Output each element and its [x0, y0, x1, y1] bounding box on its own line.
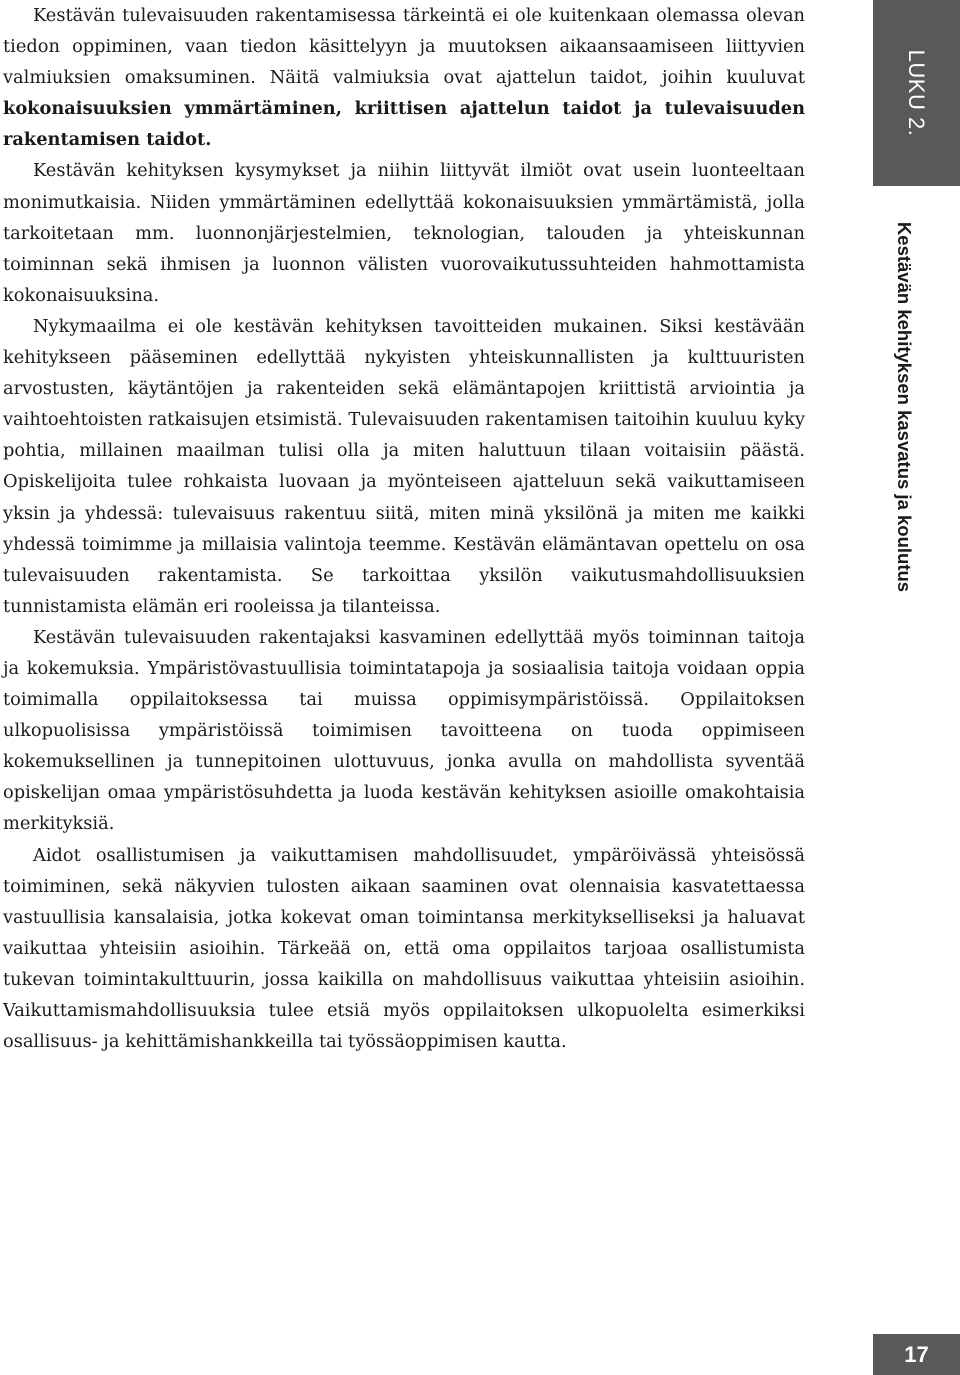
paragraph-2: Kestävän kehityksen kysymykset ja niihin liittyvät ilmiöt ovat usein luonteeltaan monimutkaisia. Niiden ymmärtäminen edellyttää kokonaisuuksien ymmärtämistä, jolla tarkoitetaan mm. luonnonjärjestelmien, teknologian, talouden ja yhteiskunnan toiminnan sekä ihmisen ja luonnon välisten vuorovaikutussuhteiden hahmottamista kokonaisuuksina. — [3, 160, 805, 306]
paragraph-5: Aidot osallistumisen ja vaikuttamisen mahdollisuudet, ympäröivässä yhteisössä toimiminen, sekä näkyvien tulosten aikaan saaminen ovat olennaisia kasvatettaessa vastuullisia kansalaisia, jotka kokevat oman toimintansa merkitykselliseksi ja haluavat vaikuttaa yhteisiin asioihin. Tärkeää on, että oma oppilaitos tarjoaa osallistumista tukevan toimintakulttuurin, jossa kaikilla on mahdollisuus vaikuttaa yhteisiin asioihin. Vaikuttamismahdollisuuksia tulee etsiä myös oppilaitoksen ulkopuolelta esimerkiksi osallisuus- ja kehittämishankkeilla tai työssäoppimisen kautta. — [3, 844, 805, 1053]
paragraph-4: Kestävän tulevaisuuden rakentajaksi kasvaminen edellyttää myös toiminnan taitoja ja kokemuksia. Ympäristövastuullisia toimintatapoja ja sosiaalisia taitoja voidaan oppia toimimalla oppilaitoksessa tai muissa oppimisympäristöissä. Oppilaitoksen ulkopuolisissa ympäristöissä toimimisen tavoitteena on tuoda oppimiseen kokemuksellinen ja tunnepitoinen ulottuvuus, jonka avulla on mahdollista syventää opiskelijan omaa ympäristösuhdetta ja luoda kestävän kehityksen asioille omakohtaisia merkityksiä. — [3, 626, 805, 835]
body-text — [3, 0, 805, 1057]
paragraph-1 — [3, 0, 805, 155]
paragraph-3: Nykymaailma ei ole kestävän kehityksen tavoitteiden mukainen. Siksi kestävään kehitykseen pääseminen edellyttää nykyisten yhteiskunnallisten ja kulttuuristen arvostusten, käytäntöjen ja rakenteiden sekä elämäntapojen kriittistä arviointia ja vaihtoehtoisten ratkaisujen etsimistä. Tulevaisuuden rakentamisen taitoihin kuuluu kyky pohtia, millainen maailman tulisi olla ja miten haluttuun tilaan voitaisiin päästä. Opiskelijoita tulee rohkaista luovaan ja myönteiseen ajatteluun sekä vaikuttamiseen yksin ja yhdessä: tulevaisuus rakentuu siitä, miten minä yksilönä ja miten me kaikki yhdessä toimimme ja millaisia valintoja teemme. Kestävän elämäntavan opettelu on osa tulevaisuuden rakentamista. Se tarkoittaa yksilön vaikutusmahdollisuuksien tunnistamista elämän eri rooleissa ja tilanteissa. — [3, 315, 805, 617]
chapter-label: LUKU 2. — [904, 49, 929, 137]
paragraph-1-intro: Kestävän tulevaisuuden rakentamisessa tärkeintä ei ole kuitenkaan olemassa olevan tiedon oppiminen, vaan tiedon käsittelyyn ja muutoksen aikaansaamiseen liittyvien valmiuksien omaksuminen. Näitä valmiuksia ovat ajattelun taidot, joihin kuuluvat — [3, 5, 805, 89]
paragraph-1-bold: kokonaisuuksien ymmärtäminen, kriittisen ajattelun taidot ja tulevaisuuden rakentamisen taidot. — [3, 98, 805, 151]
page-number: 17 — [873, 1334, 960, 1375]
running-section-title: Kestävän kehityksen kasvatus ja koulutus — [894, 221, 915, 593]
